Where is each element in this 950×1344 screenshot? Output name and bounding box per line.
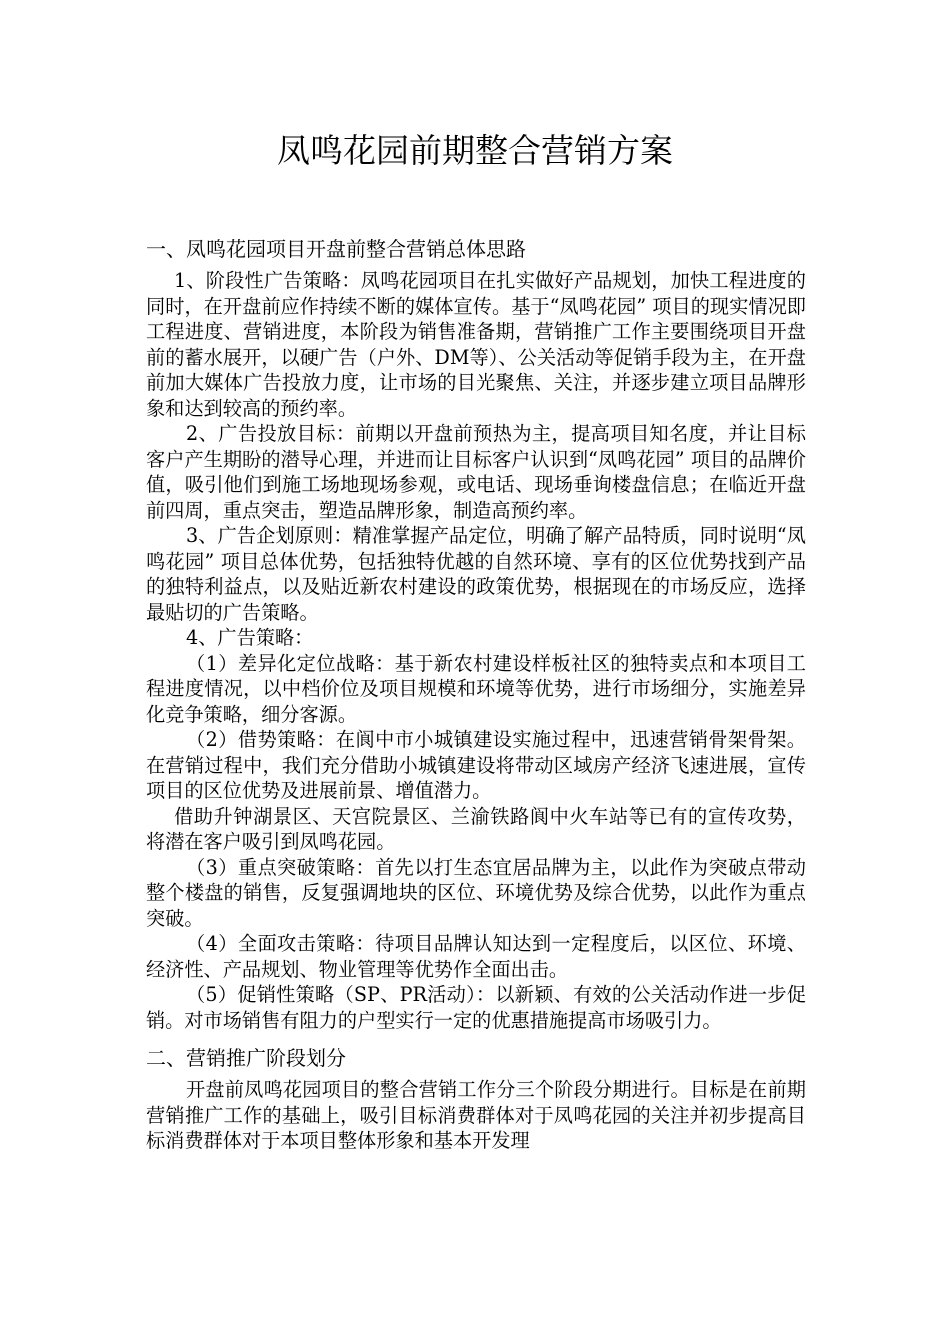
paragraph-full-attack: （4）全面攻击策略：待项目品牌认知达到一定程度后，以区位、环境、经济性、产品规划、物业管理等优势作全面出击。 — [146, 932, 806, 981]
paragraph-ad-principle: 3、广告企划原则：精准掌握产品定位，明确了解产品特质，同时说明“凤鸣花园” 项目总体优势，包括独特优越的自然环境、享有的区位优势找到产品的独特利益点，以及贴近新农村建设的政策优势，根据现在的市场反应，选择最贴切的广告策略。 — [146, 524, 806, 624]
document-body — [146, 234, 806, 1154]
document-title: 凤鸣花园前期整合营销方案 — [277, 131, 673, 170]
section-1-heading: 一、凤鸣花园项目开盘前整合营销总体思路 — [146, 237, 526, 261]
paragraph-phases: 开盘前凤鸣花园项目的整合营销工作分三个阶段分期进行。目标是在前期营销推广工作的基础上，吸引目标消费群体对于凤鸣花园的关注并初步提高目标消费群体对于本项目整体形象和基本开发理 — [146, 1078, 806, 1152]
paragraph-ad-strategy: 1、阶段性广告策略：凤鸣花园项目在扎实做好产品规划，加快工程进度的同时，在开盘前应作持续不断的媒体宣传。基于“凤鸣花园” 项目的现实情况即工程进度、营销进度，本阶段为销售准备期，营销推广工作主要围绕项目开盘前的蓄水展开，以硬广告（户外、DM等）、公关活动等促销手段为主，在开盘前加大媒体广告投放力度，让市场的目光聚焦、关注，并逐步建立项目品牌形象和达到较高的预约率。 — [146, 269, 806, 420]
paragraph-scenic-areas: 借助升钟湖景区、天宫院景区、兰渝铁路阆中火车站等已有的宣传攻势，将潜在客户吸引到凤鸣花园。 — [146, 804, 806, 853]
paragraph-breakthrough: （3）重点突破策略：首先以打生态宜居品牌为主，以此作为突破点带动整个楼盘的销售，反复强调地块的区位、环境优势及综合优势，以此作为重点突破。 — [146, 855, 806, 930]
paragraph-promotion: （5）促销性策略（SP、PR活动）：以新颖、有效的公关活动作进一步促销。对市场销售有阻力的户型实行一定的优惠措施提高市场吸引力。 — [146, 983, 806, 1032]
paragraph-leverage: （2）借势策略：在阆中市小城镇建设实施过程中，迅速营销骨架骨架。在营销过程中，我们充分借助小城镇建设将带动区域房产经济飞速进展，宣传项目的区位优势及进展前景、增值潜力。 — [146, 728, 806, 802]
paragraph-ad-tactics: 4、广告策略： — [186, 626, 314, 649]
section-2-heading: 二、营销推广阶段划分 — [146, 1046, 346, 1070]
paragraph-ad-goal: 2、广告投放目标：前期以开盘前预热为主，提高项目知名度，并让目标客户产生期盼的潜导心理，并进而让目标客户认识到“凤鸣花园” 项目的品牌价值，吸引他们到施工场地现场参观，或电话、现场垂询楼盘信息；在临近开盘前四周，重点突击，塑造品牌形象，制造高预约率。 — [146, 422, 806, 522]
paragraph-differentiation: （1）差异化定位战略：基于新农村建设样板社区的独特卖点和本项目工程进度情况，以中档价位及项目规模和环境等优势，进行市场细分，实施差异化竞争策略，细分客源。 — [146, 651, 806, 726]
